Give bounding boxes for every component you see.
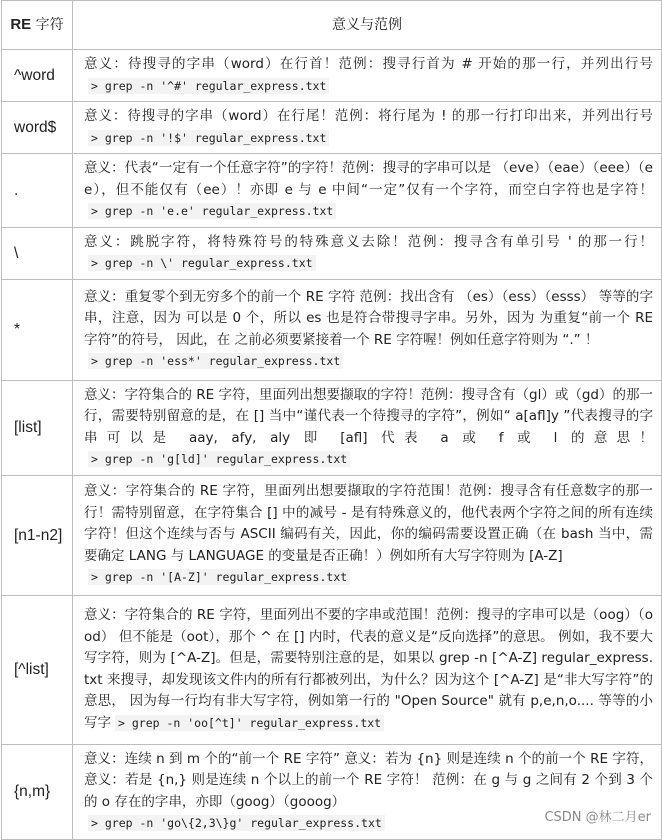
table-row [2, 50, 662, 102]
code-snippet: > grep -n '!$' regular_express.txt [88, 130, 329, 146]
watermark: CSDN @林二月er [544, 806, 651, 825]
code-snippet: > grep -n 'e.e' regular_express.txt [88, 203, 336, 219]
row-text: 意义：连续 n 到 m 个的“前一个 RE 字符” 意义：若为 {n} 则是连续 n 个的前一个 RE 字符， 意义：若是 {n,} 则是连续 n 个以上的前一个 RE 字符！ 范例：在 g 与 g 之间有 2 个到 3 个的 o 存在的字串，亦即（goog）（gooog） [84, 751, 653, 810]
row-key: word$ [2, 102, 73, 154]
header-re-bold: RE [10, 16, 31, 33]
row-key: [^list] [2, 595, 73, 744]
row-key: * [2, 279, 73, 380]
code-snippet: > grep -n '[A-Z]' regular_express.txt [88, 569, 350, 585]
row-desc [73, 595, 662, 744]
table-row [2, 595, 662, 744]
table-row [2, 380, 662, 475]
regex-table [1, 0, 662, 840]
row-desc [73, 475, 662, 595]
code-snippet: > grep -n 'g[ld]' regular_express.txt [88, 451, 350, 467]
row-key: [list] [2, 380, 73, 475]
code-snippet: > grep -n 'ess*' regular_express.txt [88, 353, 343, 369]
row-desc [73, 227, 662, 279]
row-desc [73, 380, 662, 475]
row-desc [73, 279, 662, 380]
row-key: ^word [2, 50, 73, 102]
header-meaning: 意义与范例 [73, 1, 662, 50]
row-text: 意义：字符集合的 RE 字符，里面列出想要撷取的字符范围！范例：搜寻含有任意数字的那一行！需特别留意，在字符集合 [] 中的减号 - 是有特殊意义的，他代表两个字符之间的所有连续字符！但这个连续与否与 ASCII 编码有关，因此，你的编码需要设置正确（在 bash 当中，需要确定 LANG 与 LANGUAGE 的变量是否正确！）例如所有大写字符则为 [A-Z] [84, 483, 653, 564]
code-snippet: > grep -n \' regular_express.txt [88, 255, 316, 271]
row-text: 意义：待搜寻的字串（word）在行尾！范例：将行尾为 ! 的那一行打印出来，并列出行号 [84, 108, 653, 124]
row-key: [n1-n2] [2, 475, 73, 595]
header-re-rest: 字符 [31, 17, 63, 33]
code-snippet: > grep -n '^#' regular_express.txt [88, 78, 329, 94]
row-text: 意义：待搜寻的字串（word）在行首！范例：搜寻行首为 # 开始的那一行，并列出行号 [84, 56, 653, 72]
row-desc [73, 102, 662, 154]
table-row [2, 279, 662, 380]
table-row [2, 102, 662, 154]
row-text: 意义：跳脱字符，将特殊符号的特殊意义去除！范例：搜寻含有单引号 ' 的那一行！ [84, 234, 653, 250]
row-text: 意义：代表“一定有一个任意字符”的字符！范例：搜寻的字串可以是 （eve）（eae）（eee）（e e），但不能仅有（ee）！亦即 e 与 e 中间“一定”仅有一个字符，而空白字符也是字符！ [84, 160, 653, 198]
row-text: 意义：字符集合的 RE 字符，里面列出不要的字串或范围！范例：搜寻的字串可以是（oog）（ood） 但不能是（oot），那个 ^ 在 [] 内时，代表的意义是“反向选择”的意思。 例如，我不要大写字符，则为 [^A-Z]。但是，需要特别注意的是，如果以 grep -n [^A-Z] regular_express.txt 来搜寻，却发现该文件内的所有行都被列出，为什么？因为这个 [^A-Z] 是“非大写字符”的意思， 因为每一行均有非大写字符，例如第一行的 "Open Source" 就有 p,e,n,o.... 等等的小写字 [84, 607, 653, 731]
row-key: {n,m} [2, 744, 73, 839]
row-key: \ [2, 227, 73, 279]
header-re-char [2, 1, 73, 50]
table-row [2, 227, 662, 279]
row-text: 意义：重复零个到无穷多个的前一个 RE 字符 范例：找出含有 （es）（ess）（esss） 等等的字串，注意，因为 可以是 0 个，所以 es 也是符合带搜寻字串。另外，因为 为重复“前一个 RE 字符”的符号， 因此，在 之前必须要紧接着一个 RE 字符喔！例如任意字符则为 “.” ！ [84, 289, 653, 348]
row-desc [73, 154, 662, 228]
code-snippet: > grep -n 'go\{2,3\}g' regular_express.txt [88, 815, 385, 831]
row-desc [73, 50, 662, 102]
table-row [2, 154, 662, 228]
code-snippet: > grep -n 'oo[^t]' regular_express.txt [115, 715, 384, 731]
row-key: . [2, 154, 73, 228]
row-text: 意义：字符集合的 RE 字符，里面列出想要撷取的字符！范例：搜寻含有（gl）或（gd）的那一行，需要特别留意的是，在 [] 当中“谨代表一个待搜寻的字符”，例如“ a[afl]y ”代表搜寻的字串可以是 aay, afy, aly 即 [afl] 代表 a 或 f 或 l 的意思！ [84, 387, 653, 446]
table-row [2, 475, 662, 595]
table-header-row [2, 1, 662, 50]
